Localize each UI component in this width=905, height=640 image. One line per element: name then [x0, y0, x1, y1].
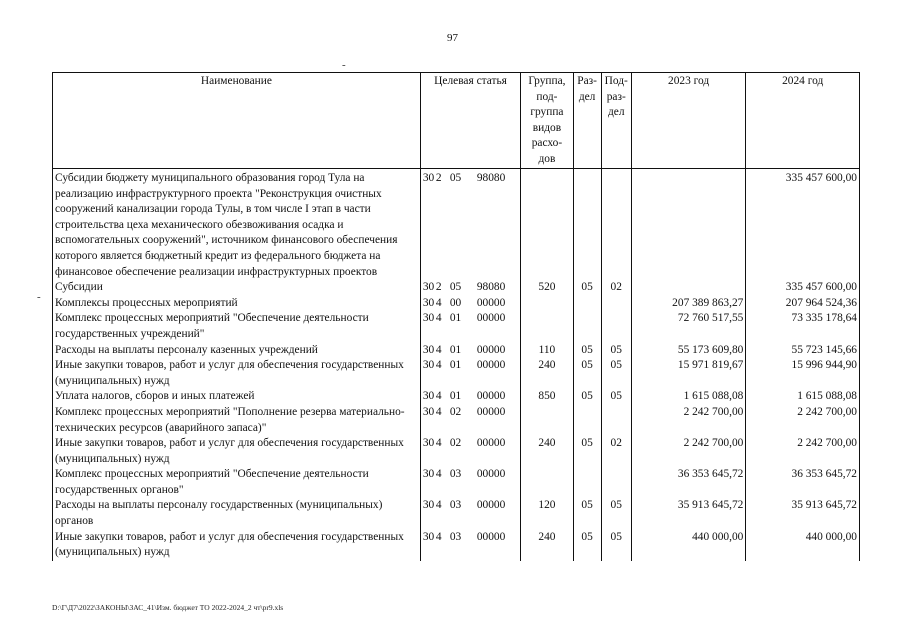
row-expense-group	[521, 169, 573, 281]
row-subsection: 05	[601, 343, 631, 359]
row-expense-group	[521, 467, 573, 498]
row-amount-2023: 36 353 645,72	[631, 467, 746, 498]
footer-file-path: D:\Г\Д7\2022\ЗАКОНЫ\ЗАС_41\Изм. бюджет ТО 2022-2024_2 чт\pr9.xls	[52, 603, 284, 612]
row-amount-2024: 335 457 600,00	[746, 169, 860, 281]
target-activity: 03	[449, 468, 462, 481]
target-subprogram: 2	[435, 281, 442, 294]
table-row	[53, 467, 860, 498]
target-direction: 00000	[476, 312, 506, 325]
target-direction: 00000	[476, 343, 506, 356]
row-amount-2024: 440 000,00	[746, 530, 860, 561]
target-program: 30	[422, 312, 435, 325]
row-subsection: 05	[601, 358, 631, 389]
row-name: Иные закупки товаров, работ и услуг для обеспечения государственных (муниципальных) нужд	[53, 436, 421, 467]
header-year-2023: 2023 год	[631, 73, 746, 169]
row-expense-group: 850	[521, 389, 573, 405]
row-section: 05	[573, 343, 601, 359]
target-subprogram: 4	[435, 530, 442, 543]
target-subprogram: 4	[435, 468, 442, 481]
target-program: 30	[422, 437, 435, 450]
row-section: 05	[573, 436, 601, 467]
target-activity: 01	[449, 359, 462, 372]
row-target-article	[420, 530, 520, 561]
target-subprogram: 4	[435, 405, 442, 418]
row-target-article	[420, 343, 520, 359]
row-name: Комплексы процессных мероприятий	[53, 296, 421, 312]
target-direction: 00000	[476, 390, 506, 403]
row-subsection	[601, 405, 631, 436]
scan-mark-left: -	[37, 291, 41, 303]
row-amount-2024: 35 913 645,72	[746, 498, 860, 529]
target-direction: 00000	[476, 405, 506, 418]
row-section	[573, 296, 601, 312]
row-expense-group: 520	[521, 280, 573, 296]
row-amount-2023	[631, 169, 746, 281]
target-direction: 00000	[476, 530, 506, 543]
target-program: 30	[422, 530, 435, 543]
row-amount-2023: 72 760 517,55	[631, 311, 746, 342]
target-program: 30	[422, 343, 435, 356]
row-expense-group	[521, 311, 573, 342]
row-name: Комплекс процессных мероприятий "Пополнение резерва материально-технических ресурсов (аварийного запаса)"	[53, 405, 421, 436]
row-subsection: 05	[601, 530, 631, 561]
row-expense-group	[521, 405, 573, 436]
target-direction: 00000	[476, 499, 506, 512]
row-section: 05	[573, 530, 601, 561]
table-row	[53, 296, 860, 312]
table-row	[53, 311, 860, 342]
target-program: 30	[422, 172, 435, 184]
table-body	[53, 169, 860, 561]
header-target-article: Целевая статья	[420, 73, 520, 169]
row-amount-2024: 36 353 645,72	[746, 467, 860, 498]
row-amount-2024: 2 242 700,00	[746, 436, 860, 467]
table-row	[53, 498, 860, 529]
row-amount-2023: 1 615 088,08	[631, 389, 746, 405]
table-row	[53, 358, 860, 389]
row-subsection	[601, 296, 631, 312]
row-amount-2024: 15 996 944,90	[746, 358, 860, 389]
target-program: 30	[422, 405, 435, 418]
table-header	[53, 73, 860, 169]
header-year-2024: 2024 год	[746, 73, 860, 169]
row-name: Расходы на выплаты персоналу казенных учреждений	[53, 343, 421, 359]
target-direction: 00000	[476, 359, 506, 372]
row-subsection	[601, 467, 631, 498]
budget-table	[52, 72, 860, 561]
row-amount-2023: 440 000,00	[631, 530, 746, 561]
table-row	[53, 436, 860, 467]
target-subprogram: 4	[435, 343, 442, 356]
header-group: Группа, под- группа видов расхо- дов	[521, 73, 573, 169]
target-direction: 98080	[476, 172, 506, 184]
row-subsection	[601, 311, 631, 342]
row-subsection: 05	[601, 498, 631, 529]
row-amount-2024: 1 615 088,08	[746, 389, 860, 405]
target-activity: 00	[449, 296, 462, 309]
row-target-article	[420, 296, 520, 312]
target-subprogram: 4	[435, 359, 442, 372]
row-amount-2024: 2 242 700,00	[746, 405, 860, 436]
row-target-article	[420, 169, 520, 281]
row-target-article	[420, 436, 520, 467]
table-row	[53, 280, 860, 296]
header-section: Раз- дел	[573, 73, 601, 169]
target-activity: 03	[449, 530, 462, 543]
row-subsection: 05	[601, 389, 631, 405]
table-row	[53, 530, 860, 561]
row-expense-group: 240	[521, 530, 573, 561]
row-expense-group: 120	[521, 498, 573, 529]
target-program: 30	[422, 390, 435, 403]
row-amount-2023: 207 389 863,27	[631, 296, 746, 312]
row-amount-2024: 207 964 524,36	[746, 296, 860, 312]
target-subprogram: 4	[435, 390, 442, 403]
row-target-article	[420, 467, 520, 498]
row-target-article	[420, 405, 520, 436]
row-section	[573, 311, 601, 342]
table-row	[53, 389, 860, 405]
header-row	[53, 73, 860, 169]
target-activity: 02	[449, 437, 462, 450]
table-row	[53, 169, 860, 281]
target-program: 30	[422, 296, 435, 309]
row-subsection: 02	[601, 280, 631, 296]
target-program: 30	[422, 281, 435, 294]
row-amount-2024: 55 723 145,66	[746, 343, 860, 359]
target-direction: 98080	[476, 281, 506, 294]
row-target-article	[420, 389, 520, 405]
row-name: Иные закупки товаров, работ и услуг для обеспечения государственных (муниципальных) нужд	[53, 358, 421, 389]
scan-mark-top: -	[342, 59, 346, 71]
row-section	[573, 405, 601, 436]
row-name: Комплекс процессных мероприятий "Обеспечение деятельности государственных органов"	[53, 467, 421, 498]
target-program: 30	[422, 499, 435, 512]
target-activity: 02	[449, 405, 462, 418]
target-subprogram: 4	[435, 296, 442, 309]
row-target-article	[420, 498, 520, 529]
row-section	[573, 169, 601, 281]
row-amount-2023: 2 242 700,00	[631, 405, 746, 436]
row-section: 05	[573, 280, 601, 296]
target-program: 30	[422, 359, 435, 372]
row-name: Уплата налогов, сборов и иных платежей	[53, 389, 421, 405]
target-activity: 03	[449, 499, 462, 512]
table-row	[53, 343, 860, 359]
target-subprogram: 4	[435, 437, 442, 450]
row-subsection	[601, 169, 631, 281]
header-subsection: Под- раз- дел	[601, 73, 631, 169]
row-amount-2023	[631, 280, 746, 296]
target-activity: 01	[449, 343, 462, 356]
row-target-article	[420, 311, 520, 342]
row-expense-group: 240	[521, 436, 573, 467]
row-name: Комплекс процессных мероприятий "Обеспечение деятельности государственных учреждений"	[53, 311, 421, 342]
row-section: 05	[573, 358, 601, 389]
table-row	[53, 405, 860, 436]
row-target-article	[420, 358, 520, 389]
row-amount-2023: 2 242 700,00	[631, 436, 746, 467]
row-section: 05	[573, 389, 601, 405]
target-subprogram: 4	[435, 499, 442, 512]
row-name: Иные закупки товаров, работ и услуг для обеспечения государственных (муниципальных) нужд	[53, 530, 421, 561]
target-direction: 00000	[476, 468, 506, 481]
row-expense-group: 240	[521, 358, 573, 389]
target-subprogram: 2	[435, 172, 442, 184]
row-section	[573, 467, 601, 498]
header-name: Наименование	[53, 73, 421, 169]
target-activity: 05	[449, 281, 462, 294]
row-expense-group: 110	[521, 343, 573, 359]
row-expense-group	[521, 296, 573, 312]
target-activity: 01	[449, 312, 462, 325]
row-target-article	[420, 280, 520, 296]
row-name: Субсидии	[53, 280, 421, 296]
row-amount-2023: 55 173 609,80	[631, 343, 746, 359]
target-subprogram: 4	[435, 312, 442, 325]
target-activity: 01	[449, 390, 462, 403]
row-amount-2023: 35 913 645,72	[631, 498, 746, 529]
row-amount-2023: 15 971 819,67	[631, 358, 746, 389]
row-name: Расходы на выплаты персоналу государственных (муниципальных) органов	[53, 498, 421, 529]
page-number: 97	[447, 32, 458, 44]
row-name: Субсидии бюджету муниципального образования город Тула на реализацию инфраструктурного проекта "Реконструкция очистных сооружений канализации города Тулы, в том числе I этап в части строительства цеха механического обезвоживания осадка и вспомогательных сооружений", источником финансового обеспечения которого является бюджетный кредит из федерального бюджета на финансовое обеспечение реализации инфраструктурных проектов	[53, 169, 421, 281]
target-direction: 00000	[476, 437, 506, 450]
target-program: 30	[422, 468, 435, 481]
row-amount-2024: 335 457 600,00	[746, 280, 860, 296]
target-direction: 00000	[476, 296, 506, 309]
row-amount-2024: 73 335 178,64	[746, 311, 860, 342]
row-section: 05	[573, 498, 601, 529]
target-activity: 05	[449, 172, 462, 184]
row-subsection: 02	[601, 436, 631, 467]
